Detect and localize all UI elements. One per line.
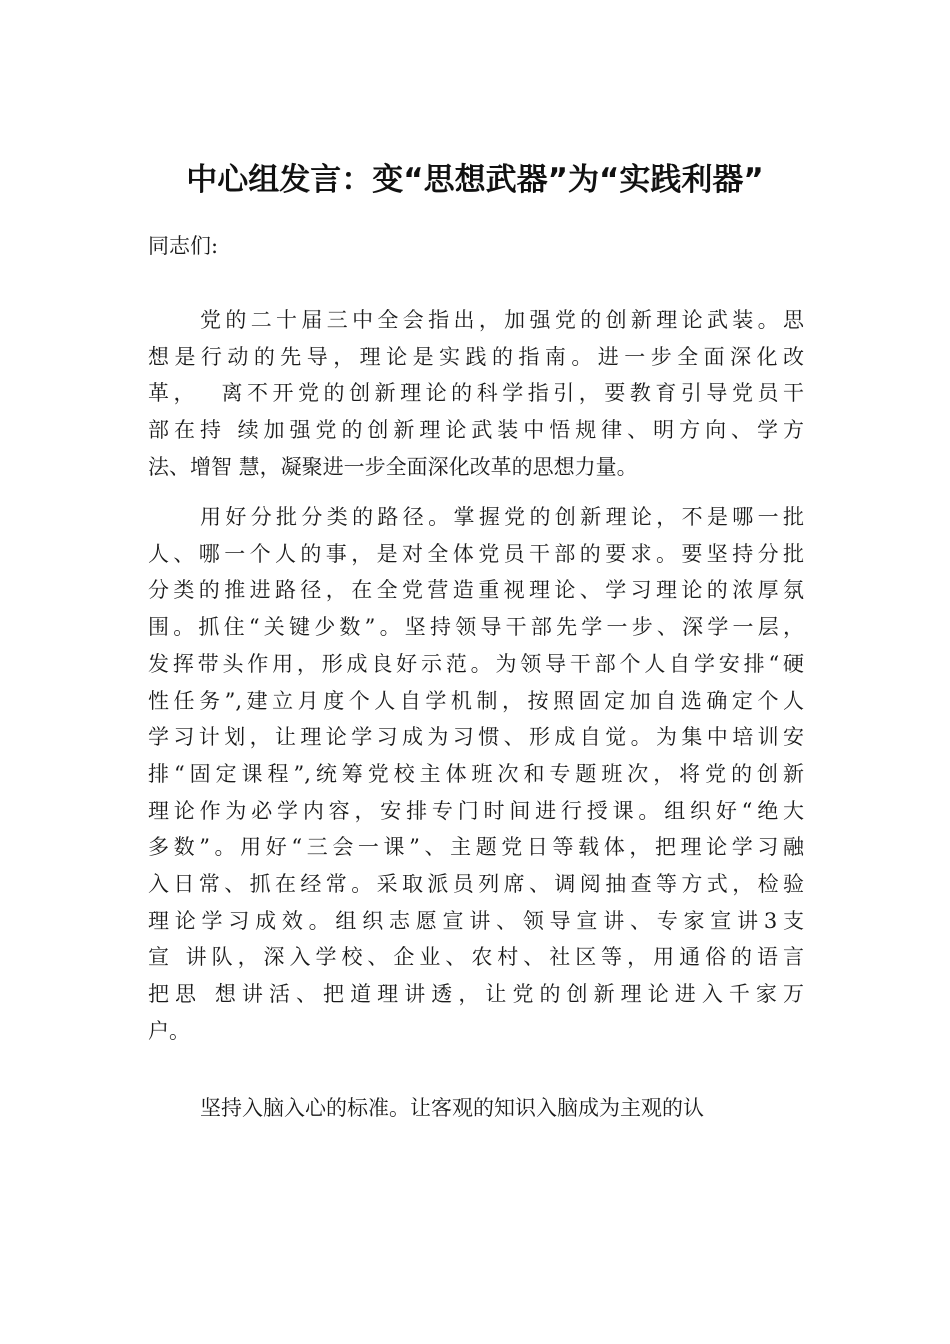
paragraph-line: 分类的推进路径，在全党营造重视理论、学习理论的浓厚氛	[148, 578, 804, 603]
paragraph-line: 把思 想讲活、把道理讲透，让党的创新理论进入千家万	[148, 982, 804, 1007]
paragraph-line: 户。	[148, 1018, 190, 1043]
paragraph-line: 革， 离不开党的创新理论的科学指引，要教育引导党员干	[148, 381, 804, 406]
paragraph-line: 宣 讲队，深入学校、企业、农村、社区等，用通俗的语言	[148, 945, 804, 970]
paragraph-line: 多数”。用好“三会一课”、主题党日等载体，把理论学习融	[148, 835, 804, 860]
salutation: 同志们:	[148, 234, 219, 258]
paragraph-line: 性任务”,建立月度个人自学机制，按照固定加自选确定个人	[148, 688, 804, 713]
paragraph-line: 用好分批分类的路径。掌握党的创新理论，不是哪一批	[200, 505, 804, 529]
paragraph-line: 人、哪一个人的事，是对全体党员干部的要求。要坚持分批	[148, 541, 804, 566]
document-title: 中心组发言：变“思想武器”为“实践利器”	[186, 162, 764, 198]
paragraph-line: 坚持入脑入心的标准。让客观的知识入脑成为主观的认	[200, 1096, 704, 1120]
paragraph-line: 排“固定课程”,统筹党校主体班次和专题班次，将党的创新	[148, 761, 804, 786]
paragraph-line: 围。抓住“关键少数”。坚持领导干部先学一步、深学一层，	[148, 615, 804, 640]
paragraph-line: 部在持 续加强党的创新理论武装中悟规律、明方向、学方	[148, 418, 804, 443]
paragraph-line: 入日常、抓在经常。采取派员列席、调阅抽查等方式，检验	[148, 872, 804, 896]
paragraph-line: 理论作为必学内容，安排专门时间进行授课。组织好“绝大	[148, 798, 804, 823]
paragraph-line: 想是行动的先导，理论是实践的指南。进一步全面深化改	[148, 344, 804, 369]
paragraph-line: 理论学习成效。组织志愿宣讲、领导宣讲、专家宣讲3支	[148, 908, 804, 933]
paragraph-line: 学习计划，让理论学习成为习惯、形成自觉。为集中培训安	[148, 725, 804, 750]
paragraph-line: 党的二十届三中全会指出，加强党的创新理论武装。思	[200, 308, 804, 332]
paragraph-line: 发挥带头作用，形成良好示范。为领导干部个人自学安排“硬	[148, 651, 804, 676]
paragraph-line: 法、增智 慧，凝聚进一步全面深化改革的思想力量。	[148, 454, 638, 479]
